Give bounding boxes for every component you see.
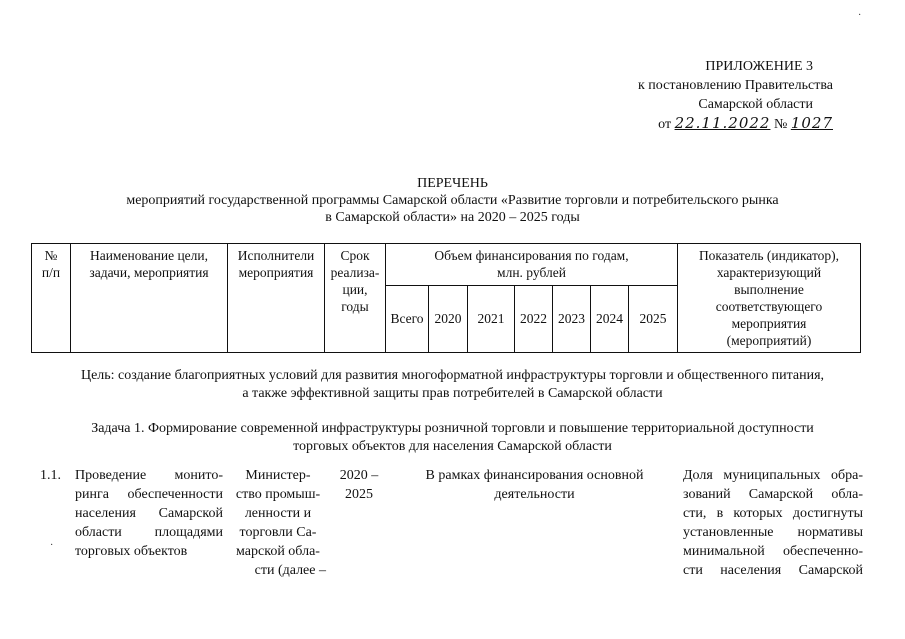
row-term: 2020 – 2025 — [339, 468, 379, 502]
header-year-2025: 2025 — [629, 285, 678, 352]
row-number: 1.1. — [40, 468, 61, 483]
header-num: № п/п — [32, 244, 71, 353]
table-header — [31, 243, 861, 353]
header-indicator: Показатель (индикатор), характеризующий выполнение соответствующего мероприятия (мероприятий) — [678, 244, 861, 353]
handwritten-date: 22.11.2022 — [674, 114, 771, 132]
header-year-total: Всего — [386, 285, 429, 352]
title-heading: ПЕРЕЧЕНЬ — [417, 176, 488, 191]
appendix-region: Самарской области — [698, 97, 813, 112]
task-text: Задача 1. Формирование современной инфраструктуры розничной торговли и повышение территориальной доступности торговых объектов для населения Самарской области — [91, 421, 814, 454]
goal-text: Цель: создание благоприятных условий для развития многоформатной инфраструктуры торговли и общественного питания, а также эффективной защиты прав потребителей в Самарской области — [80, 368, 825, 401]
row-financing: В рамках финансирования основной деятельности — [425, 468, 644, 502]
scan-mark: · — [50, 540, 54, 551]
header-executors: Исполнители мероприятия — [228, 244, 325, 353]
header-year-2022: 2022 — [515, 285, 553, 352]
appendix-title: ПРИЛОЖЕНИЕ 3 — [705, 59, 813, 74]
header-year-2021: 2021 — [468, 285, 515, 352]
row-executor: Министер- ство промыш- ленности и торговли Са- марской обла- сти (далее – — [235, 468, 326, 578]
appendix-date-line: от 22.11.2022 № 1027 — [658, 114, 833, 132]
appendix-block — [638, 57, 833, 134]
title-line-2: в Самарской области» на 2020 – 2025 годы — [325, 210, 580, 225]
scan-mark: · — [858, 10, 862, 21]
header-financing: Объем финансирования по годам, млн. рублей — [386, 244, 678, 286]
appendix-decree: к постановлению Правительства — [637, 78, 833, 93]
row-indicator: Доля муниципальных обра- зований Самарской обла- сти, в которых достигнуты установленные нормативы минимальной обеспеченно- сти населения Самарской — [683, 468, 863, 578]
handwritten-number: 1027 — [790, 114, 833, 132]
header-term: Срок реализа- ции, годы — [325, 244, 386, 353]
header-name: Наименование цели, задачи, мероприятия — [71, 244, 228, 353]
header-year-2020: 2020 — [429, 285, 468, 352]
document-title — [0, 175, 905, 226]
header-year-2023: 2023 — [553, 285, 591, 352]
title-line-1: мероприятий государственной программы Самарской области «Развитие торговли и потребительского рынка — [126, 193, 779, 208]
header-year-2024: 2024 — [591, 285, 629, 352]
row-name: Проведение монито- ринга обеспеченности населения Самарской области площадями торговых объектов — [75, 468, 223, 559]
